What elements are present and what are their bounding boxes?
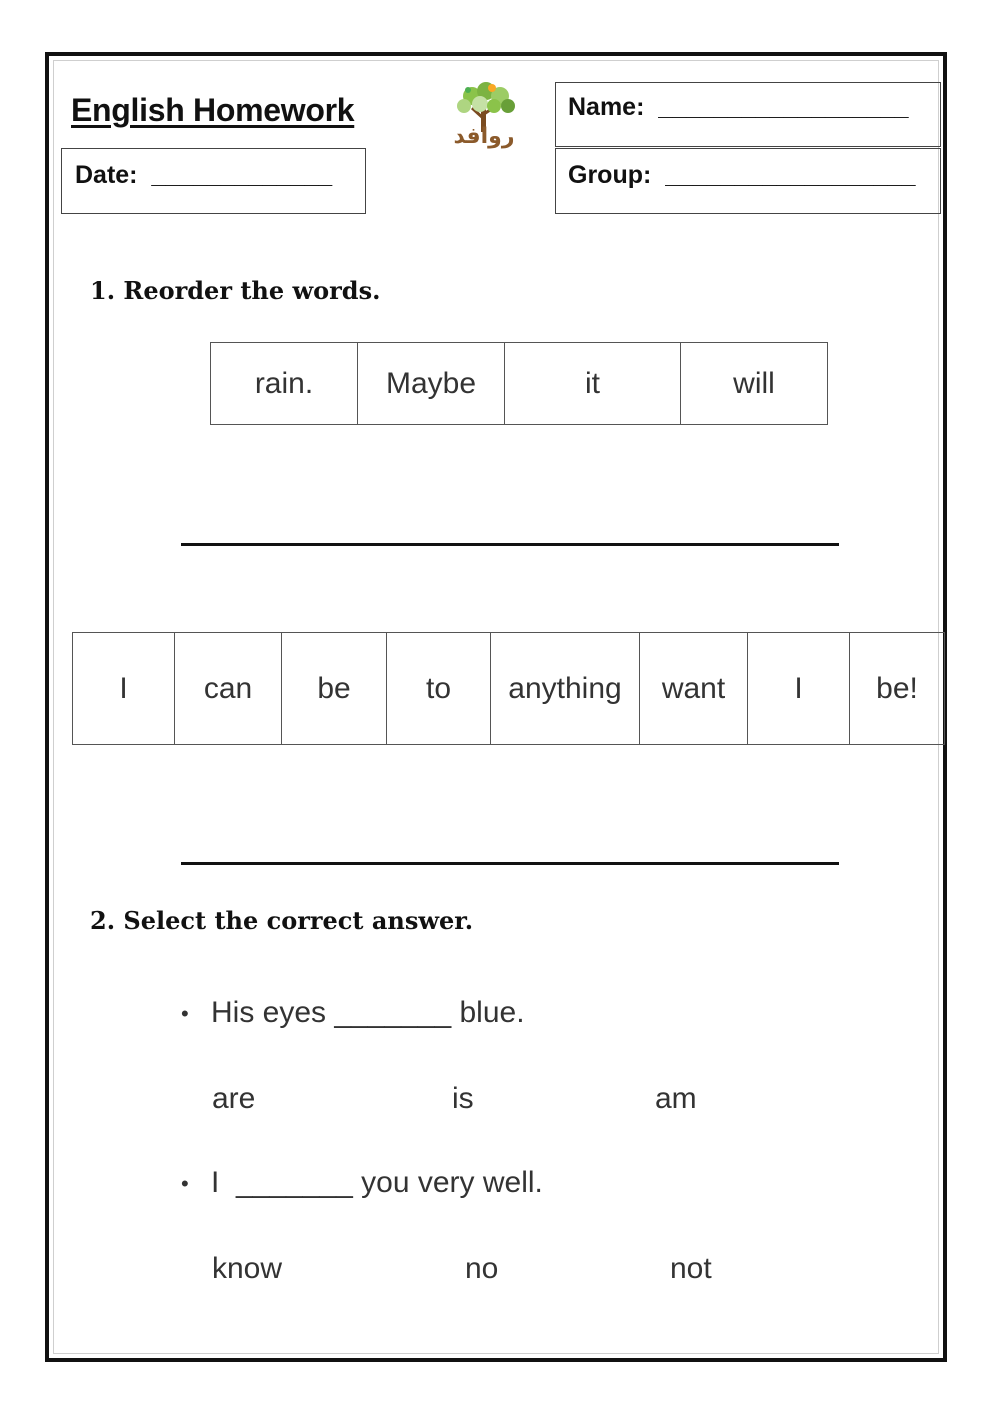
section2-heading: 2. Select the correct answer. bbox=[90, 906, 474, 935]
word-card[interactable]: be bbox=[282, 633, 387, 745]
word-card[interactable]: will bbox=[681, 343, 828, 425]
option-is[interactable]: is bbox=[452, 1082, 474, 1115]
question-1 bbox=[181, 996, 525, 1030]
question-text: His eyes _______ blue. bbox=[211, 996, 525, 1029]
word-card[interactable]: rain. bbox=[211, 343, 358, 425]
name-label: Name: __________________ bbox=[568, 93, 909, 121]
answer-line-1[interactable] bbox=[181, 543, 839, 546]
word-card[interactable]: anything bbox=[491, 633, 640, 745]
section1-heading: 1. Reorder the words. bbox=[90, 276, 381, 305]
name-field[interactable] bbox=[555, 82, 941, 147]
word-card[interactable]: be! bbox=[850, 633, 945, 745]
answer-line-2[interactable] bbox=[181, 862, 839, 865]
word-card[interactable]: to bbox=[387, 633, 491, 745]
word-card[interactable]: it bbox=[505, 343, 681, 425]
logo-text: روافد bbox=[453, 124, 515, 149]
option-no[interactable]: no bbox=[465, 1252, 499, 1285]
date-field[interactable] bbox=[61, 148, 366, 214]
word-card[interactable]: I bbox=[73, 633, 175, 745]
word-card[interactable]: I bbox=[748, 633, 850, 745]
school-logo bbox=[432, 82, 536, 152]
question-2 bbox=[181, 1166, 543, 1200]
group-field[interactable] bbox=[555, 148, 941, 214]
date-label: Date: _____________ bbox=[75, 161, 333, 189]
word-card[interactable]: can bbox=[175, 633, 282, 745]
option-are[interactable]: are bbox=[212, 1082, 256, 1115]
word-card[interactable]: Maybe bbox=[358, 343, 505, 425]
bullet-icon: • bbox=[181, 1171, 189, 1197]
option-am[interactable]: am bbox=[655, 1082, 697, 1115]
question-text: I _______ you very well. bbox=[211, 1166, 543, 1199]
word-card[interactable]: want bbox=[640, 633, 748, 745]
group-label: Group: __________________ bbox=[568, 161, 916, 189]
option-know[interactable]: know bbox=[212, 1252, 283, 1285]
worksheet-title: English Homework bbox=[71, 92, 355, 128]
option-not[interactable]: not bbox=[670, 1252, 712, 1285]
tree-logo-icon bbox=[432, 82, 536, 152]
bullet-icon: • bbox=[181, 1001, 189, 1027]
word-set-1 bbox=[210, 342, 828, 425]
word-set-2 bbox=[72, 632, 945, 745]
